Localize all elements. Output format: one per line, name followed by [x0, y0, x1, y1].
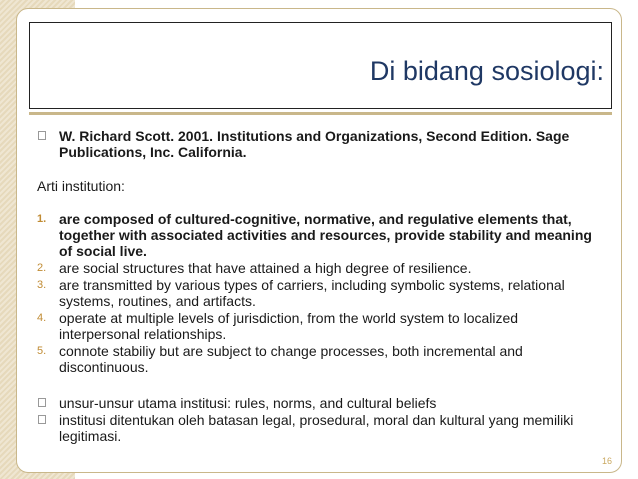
bullet-list [37, 395, 597, 444]
list-item [37, 260, 597, 276]
square-bullet-icon [38, 131, 46, 140]
square-bullet-icon [38, 398, 46, 407]
list-item-text: are composed of cultured-cognitive, normative, and regulative elements that, together with associated activities and resources, provide stability and meaning of social live. [59, 211, 592, 259]
list-number: 2. [37, 262, 47, 274]
slide-title: Di bidang sosiologi: [369, 56, 604, 86]
bullet-item [37, 412, 597, 444]
square-bullet-icon [38, 415, 46, 424]
list-number: 1. [37, 213, 47, 225]
list-item [37, 343, 597, 375]
bullet-text: unsur-unsur utama institusi: rules, norms, and cultural beliefs [59, 395, 437, 411]
list-number: 4. [37, 312, 47, 324]
list-item-text: connote stabiliy but are subject to change processes, both incremental and discontinuous. [59, 343, 523, 375]
list-item [37, 277, 597, 309]
reference-text: W. Richard Scott. 2001. Institutions and Organizations, Second Edition. Sage Publications, Inc. California. [59, 128, 570, 160]
reference-item [37, 128, 597, 160]
title-underline [29, 112, 612, 115]
bullet-item [37, 395, 597, 411]
numbered-list [37, 211, 597, 375]
page-number: 16 [601, 456, 612, 466]
list-item-text: operate at multiple levels of jurisdiction, from the world system to localized interpersonal relationships. [59, 310, 519, 342]
bullet-text: institusi ditentukan oleh batasan legal, prosedural, moral dan kultural yang memiliki legitimasi. [59, 412, 574, 444]
slide-content [37, 126, 597, 444]
subtitle: Arti institution: [37, 178, 125, 194]
list-item-text: are transmitted by various types of carriers, including symbolic systems, relational systems, routines, and artifacts. [59, 277, 565, 309]
list-item [37, 211, 597, 259]
list-number: 5. [37, 345, 47, 357]
list-item-text: are social structures that have attained a high degree of resilience. [59, 260, 472, 276]
list-item [37, 310, 597, 342]
list-number: 3. [37, 279, 47, 291]
